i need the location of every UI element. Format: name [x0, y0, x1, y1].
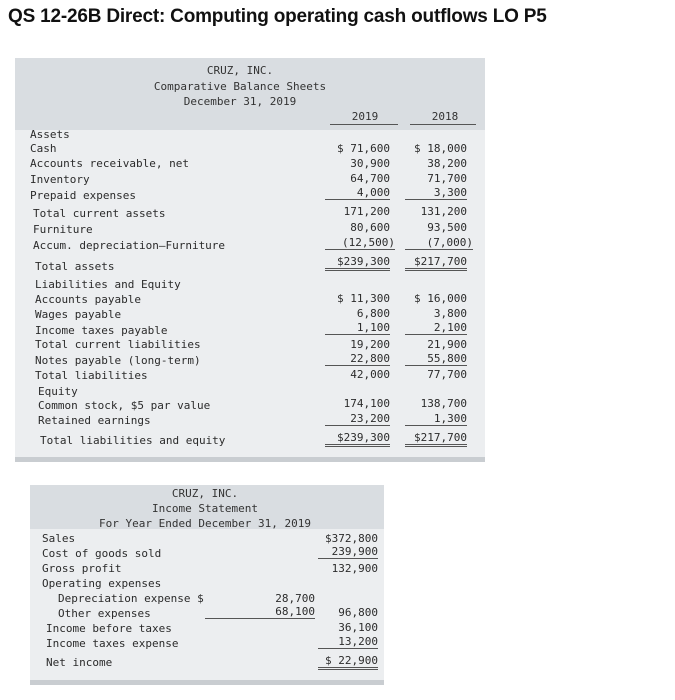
bs-label: Notes payable (long-term) [35, 354, 201, 367]
bs-label: Prepaid expenses [30, 189, 136, 202]
is-amount: $372,800 [325, 532, 378, 545]
bs-value-2018: 131,200 [420, 205, 467, 218]
bs-col-2019: 2019 [351, 110, 379, 123]
bs-value-2019: 23,200 [325, 412, 390, 426]
is-label: Operating expenses [42, 577, 162, 590]
bs-value-2019: 64,700 [350, 172, 390, 185]
bs-value-2019: 30,900 [350, 157, 390, 170]
bs-value-2018: 1,300 [405, 412, 467, 426]
is-amount: 36,100 [338, 621, 378, 634]
bs-value-2019: 1,100 [325, 321, 390, 335]
bs-label: Wages payable [35, 308, 122, 321]
bs-value-2018: 21,900 [427, 338, 467, 351]
bs-label: Total liabilities and equity [40, 434, 226, 447]
bs-value-2019: 42,000 [350, 368, 390, 381]
bs-value-2019: $239,300 [325, 431, 390, 447]
bs-value-2018: $217,700 [405, 255, 467, 271]
is-amount: 13,200 [318, 635, 378, 649]
bs-label: Assets [30, 128, 70, 141]
bs-value-2019: 19,200 [350, 338, 390, 351]
bs-value-2019: 4,000 [325, 186, 390, 200]
is-label: Other expenses [58, 607, 151, 620]
bs-value-2018: 3,300 [405, 186, 467, 200]
is-amount: 132,900 [331, 562, 378, 575]
bs-label: Common stock, $5 par value [38, 399, 211, 412]
bs-value-2019: 80,600 [350, 221, 390, 234]
bs-value-2018: $ 18,000 [414, 142, 467, 155]
is-label: Depreciation expense $ [58, 592, 204, 605]
bs-value-2018: 38,200 [427, 157, 467, 170]
bs-value-2018: $ 16,000 [414, 292, 467, 305]
bs-label: Income taxes payable [35, 324, 168, 337]
bs-value-2018: 55,800 [405, 352, 467, 366]
bs-col-2019-rule [330, 124, 398, 125]
bs-value-2018: 77,700 [427, 368, 467, 381]
bs-value-2018: 138,700 [420, 397, 467, 410]
bs-label: Total current assets [33, 207, 166, 220]
is-label: Net income [46, 656, 113, 669]
bs-statement-title: Comparative Balance Sheets [153, 80, 327, 93]
income-statement-bottom-bar [30, 680, 384, 685]
is-label: Sales [42, 532, 76, 545]
bs-value-2019: (12,500) [325, 236, 395, 250]
bs-value-2018: 71,700 [427, 172, 467, 185]
is-amount: $ 22,900 [318, 654, 378, 670]
balance-sheet-bottom-bar [15, 457, 485, 462]
bs-value-2019: 22,800 [325, 352, 390, 366]
bs-value-2018: 3,800 [433, 307, 467, 320]
bs-label: Inventory [30, 173, 90, 186]
bs-company: CRUZ, INC. [206, 64, 274, 77]
bs-label: Total liabilities [35, 369, 148, 382]
bs-value-2019: $ 71,600 [337, 142, 390, 155]
bs-value-2019: $239,300 [325, 255, 390, 271]
is-amount: 96,800 [338, 606, 378, 619]
bs-date: December 31, 2019 [183, 95, 297, 108]
is-period: For Year Ended December 31, 2019 [99, 517, 311, 530]
bs-label: Furniture [33, 223, 93, 236]
bs-label: Accounts receivable, net [30, 157, 189, 170]
bs-label: Total assets [35, 260, 115, 273]
is-company: CRUZ, INC. [171, 487, 239, 500]
page-title: QS 12-26B Direct: Computing operating cash outflows LO P5 [8, 6, 547, 27]
is-amount: 239,900 [318, 545, 378, 559]
bs-value-2019: 6,800 [356, 307, 390, 320]
is-inner-value: 68,100 [205, 605, 315, 619]
bs-label: Cash [30, 142, 57, 155]
bs-value-2018: $217,700 [405, 431, 467, 447]
bs-col-2018: 2018 [431, 110, 459, 123]
bs-label: Equity [38, 385, 78, 398]
bs-label: Liabilities and Equity [35, 278, 181, 291]
bs-value-2019: $ 11,300 [337, 292, 390, 305]
bs-label: Accounts payable [35, 293, 141, 306]
bs-col-2018-rule [410, 124, 476, 125]
is-label: Income taxes expense [46, 637, 179, 650]
bs-value-2018: 93,500 [427, 221, 467, 234]
is-label: Cost of goods sold [42, 547, 162, 560]
is-label: Gross profit [42, 562, 122, 575]
bs-label: Accum. depreciation—Furniture [33, 239, 226, 252]
is-label: Income before taxes [46, 622, 172, 635]
is-inner-value: 28,700 [275, 592, 315, 605]
bs-value-2018: (7,000) [405, 236, 473, 250]
bs-label: Retained earnings [38, 414, 151, 427]
is-statement-title: Income Statement [152, 502, 258, 515]
bs-value-2019: 171,200 [343, 205, 390, 218]
bs-value-2019: 174,100 [343, 397, 390, 410]
bs-value-2018: 2,100 [405, 321, 467, 335]
bs-label: Total current liabilities [35, 338, 201, 351]
